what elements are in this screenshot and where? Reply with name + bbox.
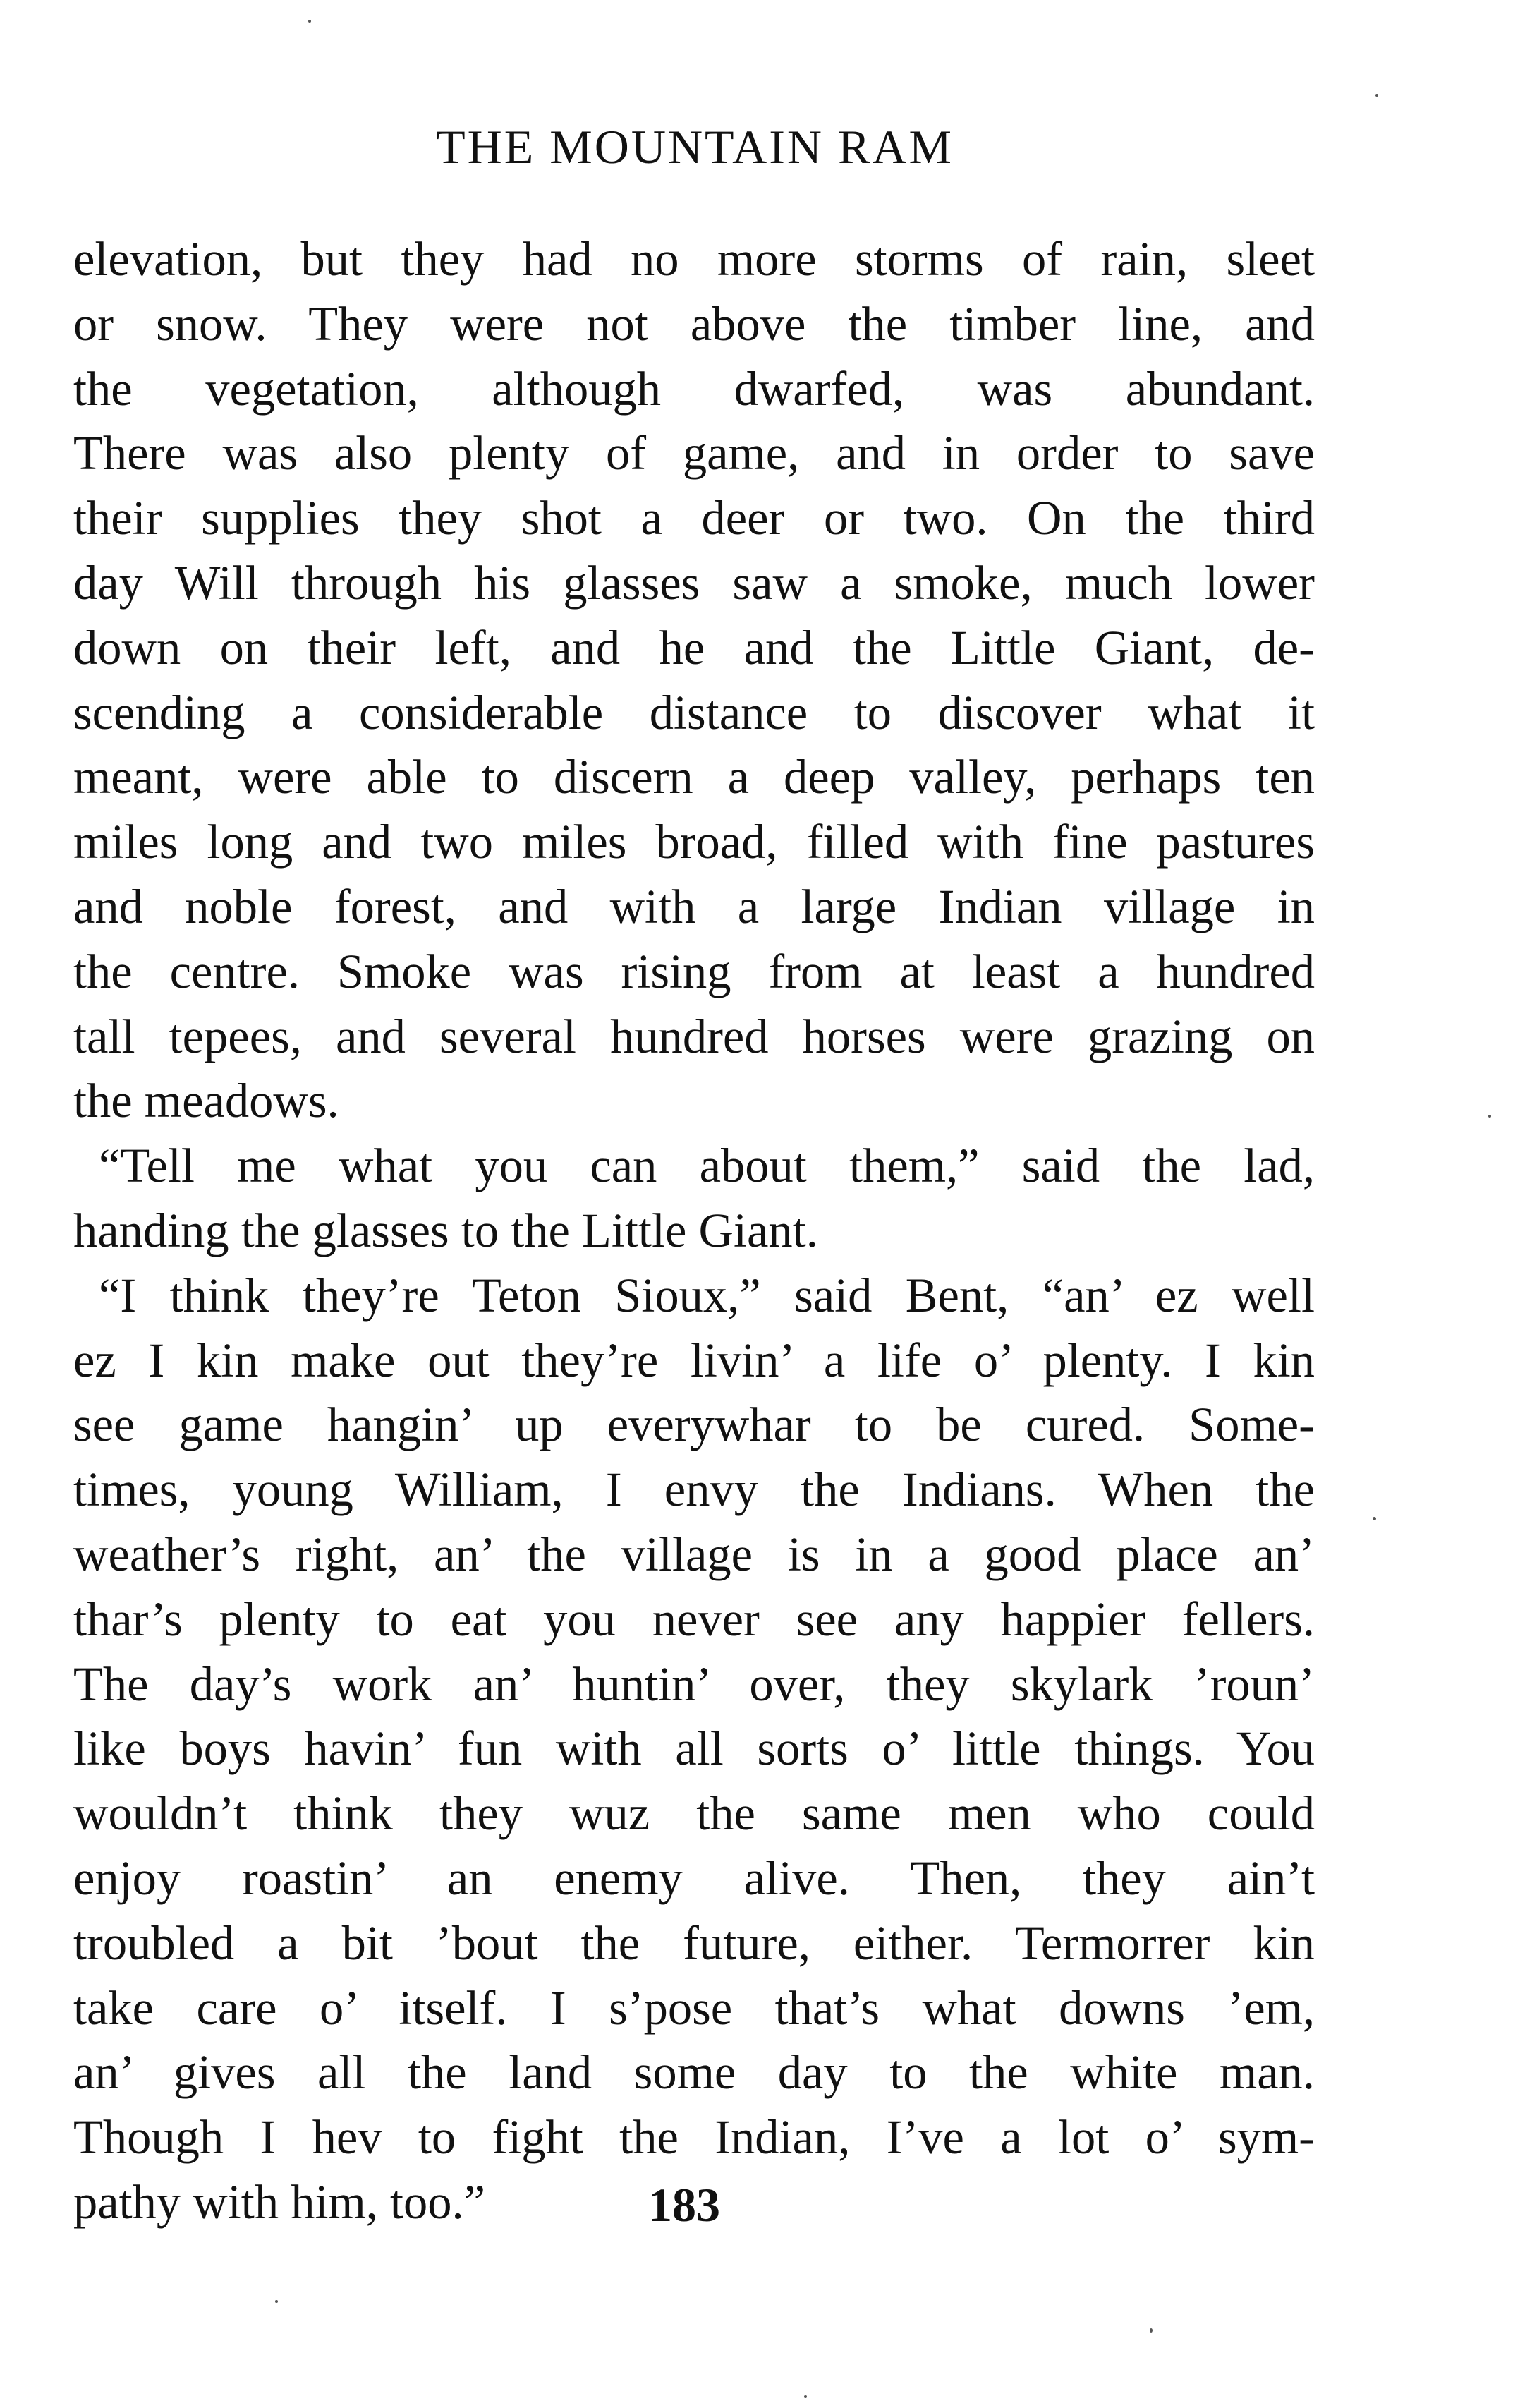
text-line: scending a considerable distance to discover what it [73, 685, 1315, 739]
text-line: thar’s plenty to eat you never see any happier fellers. [73, 1592, 1315, 1646]
scan-speck [804, 2395, 807, 2398]
text-line: pathy with him, too.” [73, 2174, 486, 2229]
text-line: or snow. They were not above the timber line, and [73, 296, 1315, 351]
text-line: the centre. Smoke was rising from at least a hundred [73, 944, 1315, 998]
text-line: the vegetation, although dwarfed, was abundant. [73, 361, 1315, 416]
running-head: THE MOUNTAIN RAM [436, 120, 954, 174]
text-line: Though I hev to fight the Indian, I’ve a lot o’ sym- [73, 2110, 1315, 2165]
text-line: weather’s right, an’ the village is in a good place an’ [73, 1527, 1315, 1581]
text-line: tall tepees, and several hundred horses were grazing on [73, 1009, 1315, 1063]
text-line: take care o’ itself. I s’pose that’s what downs ’em, [73, 1980, 1315, 2035]
scan-speck [1488, 1115, 1491, 1118]
text-line: enjoy roastin’ an enemy alive. Then, they ain’t [73, 1851, 1315, 1905]
text-line: an’ gives all the land some day to the white man. [73, 2045, 1315, 2100]
text-line: ez I kin make out they’re livin’ a life o’ plenty. I kin [73, 1333, 1315, 1387]
scan-speck [1375, 94, 1378, 97]
scan-speck [275, 2300, 278, 2303]
body-text [73, 227, 1315, 2235]
text-line: meant, were able to discern a deep valley, perhaps ten [73, 750, 1315, 804]
text-line: “I think they’re Teton Sioux,” said Bent, “an’ ez well [99, 1268, 1315, 1322]
scan-speck [308, 20, 311, 23]
text-line: their supplies they shot a deer or two. On the third [73, 491, 1315, 545]
scan-speck [1373, 1517, 1376, 1520]
text-line: miles long and two miles broad, filled with fine pastures [73, 815, 1315, 869]
text-line: times, young William, I envy the Indians. When the [73, 1463, 1315, 1517]
text-line: see game hangin’ up everywhar to be cured. Some- [73, 1398, 1315, 1452]
text-line: There was also plenty of game, and in order to save [73, 426, 1315, 480]
text-line: and noble forest, and with a large Indian village in [73, 879, 1315, 933]
text-line: wouldn’t think they wuz the same men who could [73, 1786, 1315, 1841]
text-line: The day’s work an’ huntin’ over, they skylark ’roun’ [73, 1657, 1315, 1711]
scan-speck [1150, 2328, 1153, 2333]
text-line: troubled a bit ’bout the future, either. Termorrer kin [73, 1916, 1315, 1970]
text-line: like boys havin’ fun with all sorts o’ little things. You [73, 1722, 1315, 1776]
text-line: the meadows. [73, 1074, 339, 1128]
text-line: handing the glasses to the Little Giant. [73, 1203, 818, 1257]
text-line: down on their left, and he and the Little Giant, de- [73, 620, 1315, 674]
text-line: day Will through his glasses saw a smoke, much lower [73, 555, 1315, 610]
page-number: 183 [648, 2178, 720, 2232]
text-line: elevation, but they had no more storms of rain, sleet [73, 232, 1315, 286]
text-line: “Tell me what you can about them,” said the lad, [99, 1139, 1315, 1193]
